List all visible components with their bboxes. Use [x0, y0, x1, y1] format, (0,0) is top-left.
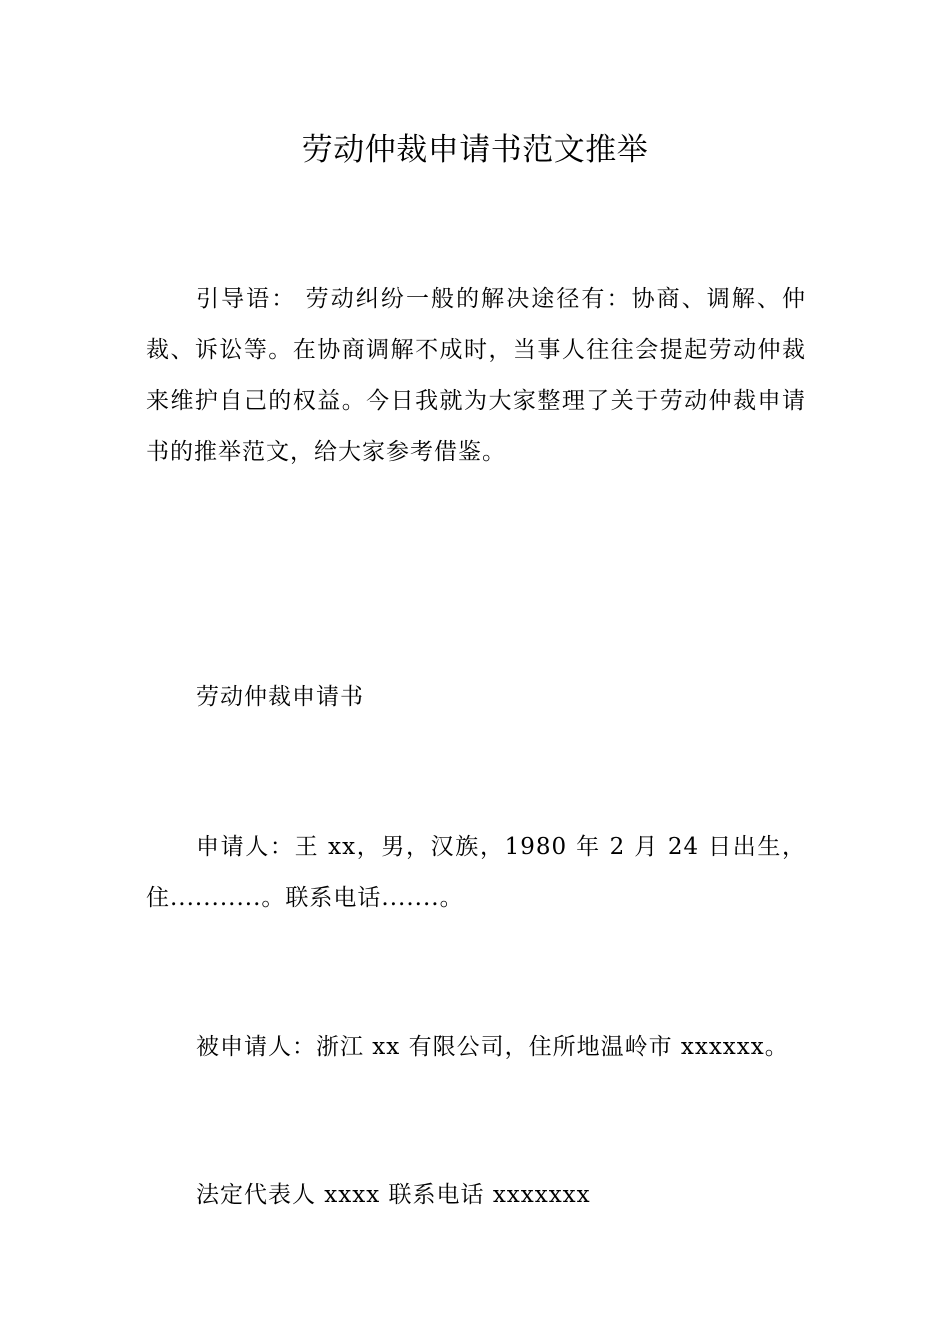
- section-heading: 劳动仲裁申请书: [196, 684, 364, 710]
- applicant-paragraph: 申请人：王 xx，男，汉族，1980 年 2 月 24 日出生，住...........。联系电话.......。: [146, 834, 806, 911]
- document-title: 劳动仲裁申请书范文推举: [301, 132, 649, 168]
- respondent-paragraph: 被申请人：浙江 xx 有限公司，住所地温岭市 xxxxxx。: [196, 1034, 789, 1060]
- legal-representative-paragraph: 法定代表人 xxxx 联系电话 xxxxxxx: [196, 1182, 591, 1208]
- intro-paragraph: 引导语： 劳动纠纷一般的解决途径有：协商、调解、仲裁、诉讼等。在协商调解不成时，当事人往往会提起劳动仲裁来维护自己的权益。今日我就为大家整理了关于劳动仲裁申请书的推举范文，给大家参考借鉴。: [146, 286, 806, 465]
